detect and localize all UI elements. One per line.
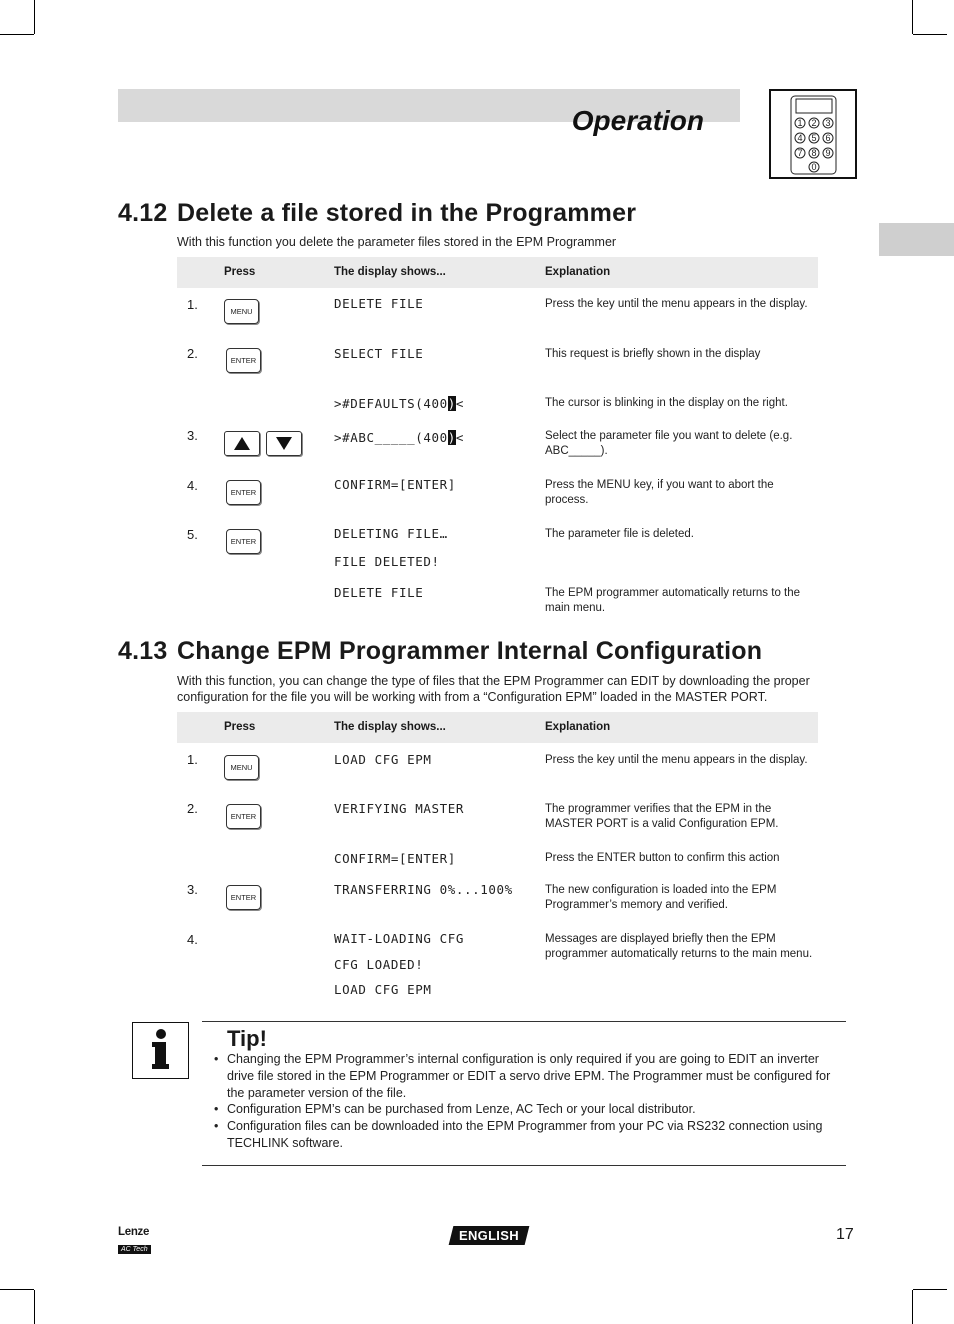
table-header-413 <box>177 712 818 743</box>
info-icon <box>132 1022 189 1079</box>
explanation-text: The parameter file is deleted. <box>545 528 694 540</box>
enter-key-button[interactable]: ENTER <box>226 529 261 554</box>
display-text: LOAD CFG EPM <box>334 982 432 997</box>
keypad-key: 7 <box>797 148 803 158</box>
column-display: The display shows... <box>334 721 446 733</box>
section-intro-412: With this function you delete the parameter files stored in the EPM Programmer <box>177 235 617 249</box>
menu-key-button[interactable]: MENU <box>224 299 259 324</box>
step-number: 1. <box>187 297 198 312</box>
keypad-key: 0 <box>811 162 817 172</box>
display-text: DELETE FILE <box>334 585 424 600</box>
step-number: 5. <box>187 527 198 542</box>
keypad-key: 8 <box>811 148 817 158</box>
section-title-text: Change EPM Programmer Internal Configuration <box>177 637 763 665</box>
enter-key-button[interactable]: ENTER <box>226 480 261 505</box>
page-title: Operation <box>571 105 704 136</box>
menu-key-button[interactable]: MENU <box>224 755 259 780</box>
explanation-text: Select the parameter file you want to delete (e.g. ABC_____). <box>545 430 793 457</box>
display-text: >#DEFAULTS(400)< <box>334 396 465 411</box>
keypad-key: 4 <box>797 133 803 143</box>
section-number: 4.13 <box>118 637 168 665</box>
explanation-text: Press the key until the menu appears in the display. <box>545 298 808 310</box>
enter-key-button[interactable]: ENTER <box>226 804 261 829</box>
step-number: 4. <box>187 478 198 493</box>
display-text: LOAD CFG EPM <box>334 752 432 767</box>
display-text: DELETE FILE <box>334 296 424 311</box>
display-text: VERIFYING MASTER <box>334 801 465 816</box>
table-header-412 <box>177 257 818 288</box>
keypad-key: 1 <box>797 118 803 128</box>
display-text: TRANSFERRING 0%...100% <box>334 882 513 897</box>
keypad-key: 3 <box>825 118 831 128</box>
enter-key-button[interactable]: ENTER <box>226 885 261 910</box>
keypad-key: 2 <box>811 118 817 128</box>
explanation-text: Press the MENU key, if you want to abort the process. <box>545 479 774 506</box>
enter-key-button[interactable]: ENTER <box>226 348 261 373</box>
up-arrow-key-button[interactable] <box>224 431 260 456</box>
column-explanation: Explanation <box>545 721 611 733</box>
keypad-key: 9 <box>825 148 831 158</box>
explanation-text: The EPM programmer automatically returns to the main menu. <box>545 587 801 614</box>
display-text: FILE DELETED! <box>334 554 440 569</box>
up-arrow-icon <box>234 437 250 450</box>
display-text: CONFIRM=[ENTER] <box>334 477 456 492</box>
page-number: 17 <box>836 1226 854 1243</box>
section-number: 4.12 <box>118 199 168 227</box>
section-intro-413: With this function, you can change the type of files that the EPM Programmer can EDIT by downloading the proper configuration for the file you will be working with from a “Configuration EPM” loaded in the MASTER PORT. <box>177 674 810 704</box>
display-text: >#ABC_____(400)< <box>334 430 465 445</box>
column-explanation: Explanation <box>545 266 611 278</box>
language-label: ENGLISH <box>459 1228 519 1243</box>
tip-bottom-rule <box>202 1165 846 1166</box>
keypad-key: 5 <box>811 133 817 143</box>
display-text: WAIT-LOADING CFG <box>334 931 465 946</box>
section-title-413 <box>118 636 762 666</box>
language-badge <box>449 1226 530 1245</box>
step-number: 4. <box>187 932 198 947</box>
column-display: The display shows... <box>334 266 446 278</box>
section-title-412 <box>118 198 636 228</box>
side-tab-marker <box>879 223 954 256</box>
step-number: 2. <box>187 801 198 816</box>
explanation-text: The new configuration is loaded into the EPM Programmer’s memory and verified. <box>545 884 777 911</box>
logo-line-1: Lenze <box>118 1226 150 1238</box>
explanation-text: The cursor is blinking in the display on the right. <box>545 397 788 409</box>
explanation-text: Press the key until the menu appears in the display. <box>545 754 808 766</box>
tip-top-rule <box>202 1021 846 1022</box>
cursor-block: ) <box>447 430 456 445</box>
column-press: Press <box>224 721 256 733</box>
explanation-text: Press the ENTER button to confirm this action <box>545 852 780 864</box>
column-press: Press <box>224 266 256 278</box>
display-text: SELECT FILE <box>334 346 424 361</box>
lenze-actech-logo <box>118 1226 151 1256</box>
down-arrow-icon <box>276 437 292 450</box>
cursor-block: ) <box>447 396 456 411</box>
tip-item: • Configuration EPM’s can be purchased from Lenze, AC Tech or your local distributor. <box>202 1101 848 1118</box>
step-number: 3. <box>187 882 198 897</box>
display-text: CFG LOADED! <box>334 957 424 972</box>
tip-title: Tip! <box>227 1026 267 1051</box>
explanation-text: Messages are displayed briefly then the EPM programmer automatically returns to the main menu. <box>545 933 813 960</box>
display-text: CONFIRM=[ENTER] <box>334 851 456 866</box>
explanation-text: The programmer verifies that the EPM in the MASTER PORT is a valid Configuration EPM. <box>545 803 779 830</box>
explanation-text: This request is briefly shown in the display <box>545 348 761 360</box>
section-title-text: Delete a file stored in the Programmer <box>177 199 637 227</box>
keypad-icon <box>769 89 857 179</box>
display-text: DELETING FILE… <box>334 526 448 541</box>
step-number: 1. <box>187 752 198 767</box>
tip-item: • Configuration files can be downloaded into the EPM Programmer from your PC via RS232 connection using TECHLINK software. <box>202 1118 848 1152</box>
down-arrow-key-button[interactable] <box>266 431 302 456</box>
step-number: 3. <box>187 428 198 443</box>
step-number: 2. <box>187 346 198 361</box>
keypad-key: 6 <box>825 133 831 143</box>
tip-list <box>202 1051 848 1152</box>
logo-line-2: AC Tech <box>118 1245 151 1254</box>
tip-item: • Changing the EPM Programmer’s internal configuration is only required if you are going to EDIT an inverter drive file stored in the EPM Programmer or EDIT a servo drive EPM. The Programmer must be configured for the parameter version of the file. <box>202 1051 848 1101</box>
